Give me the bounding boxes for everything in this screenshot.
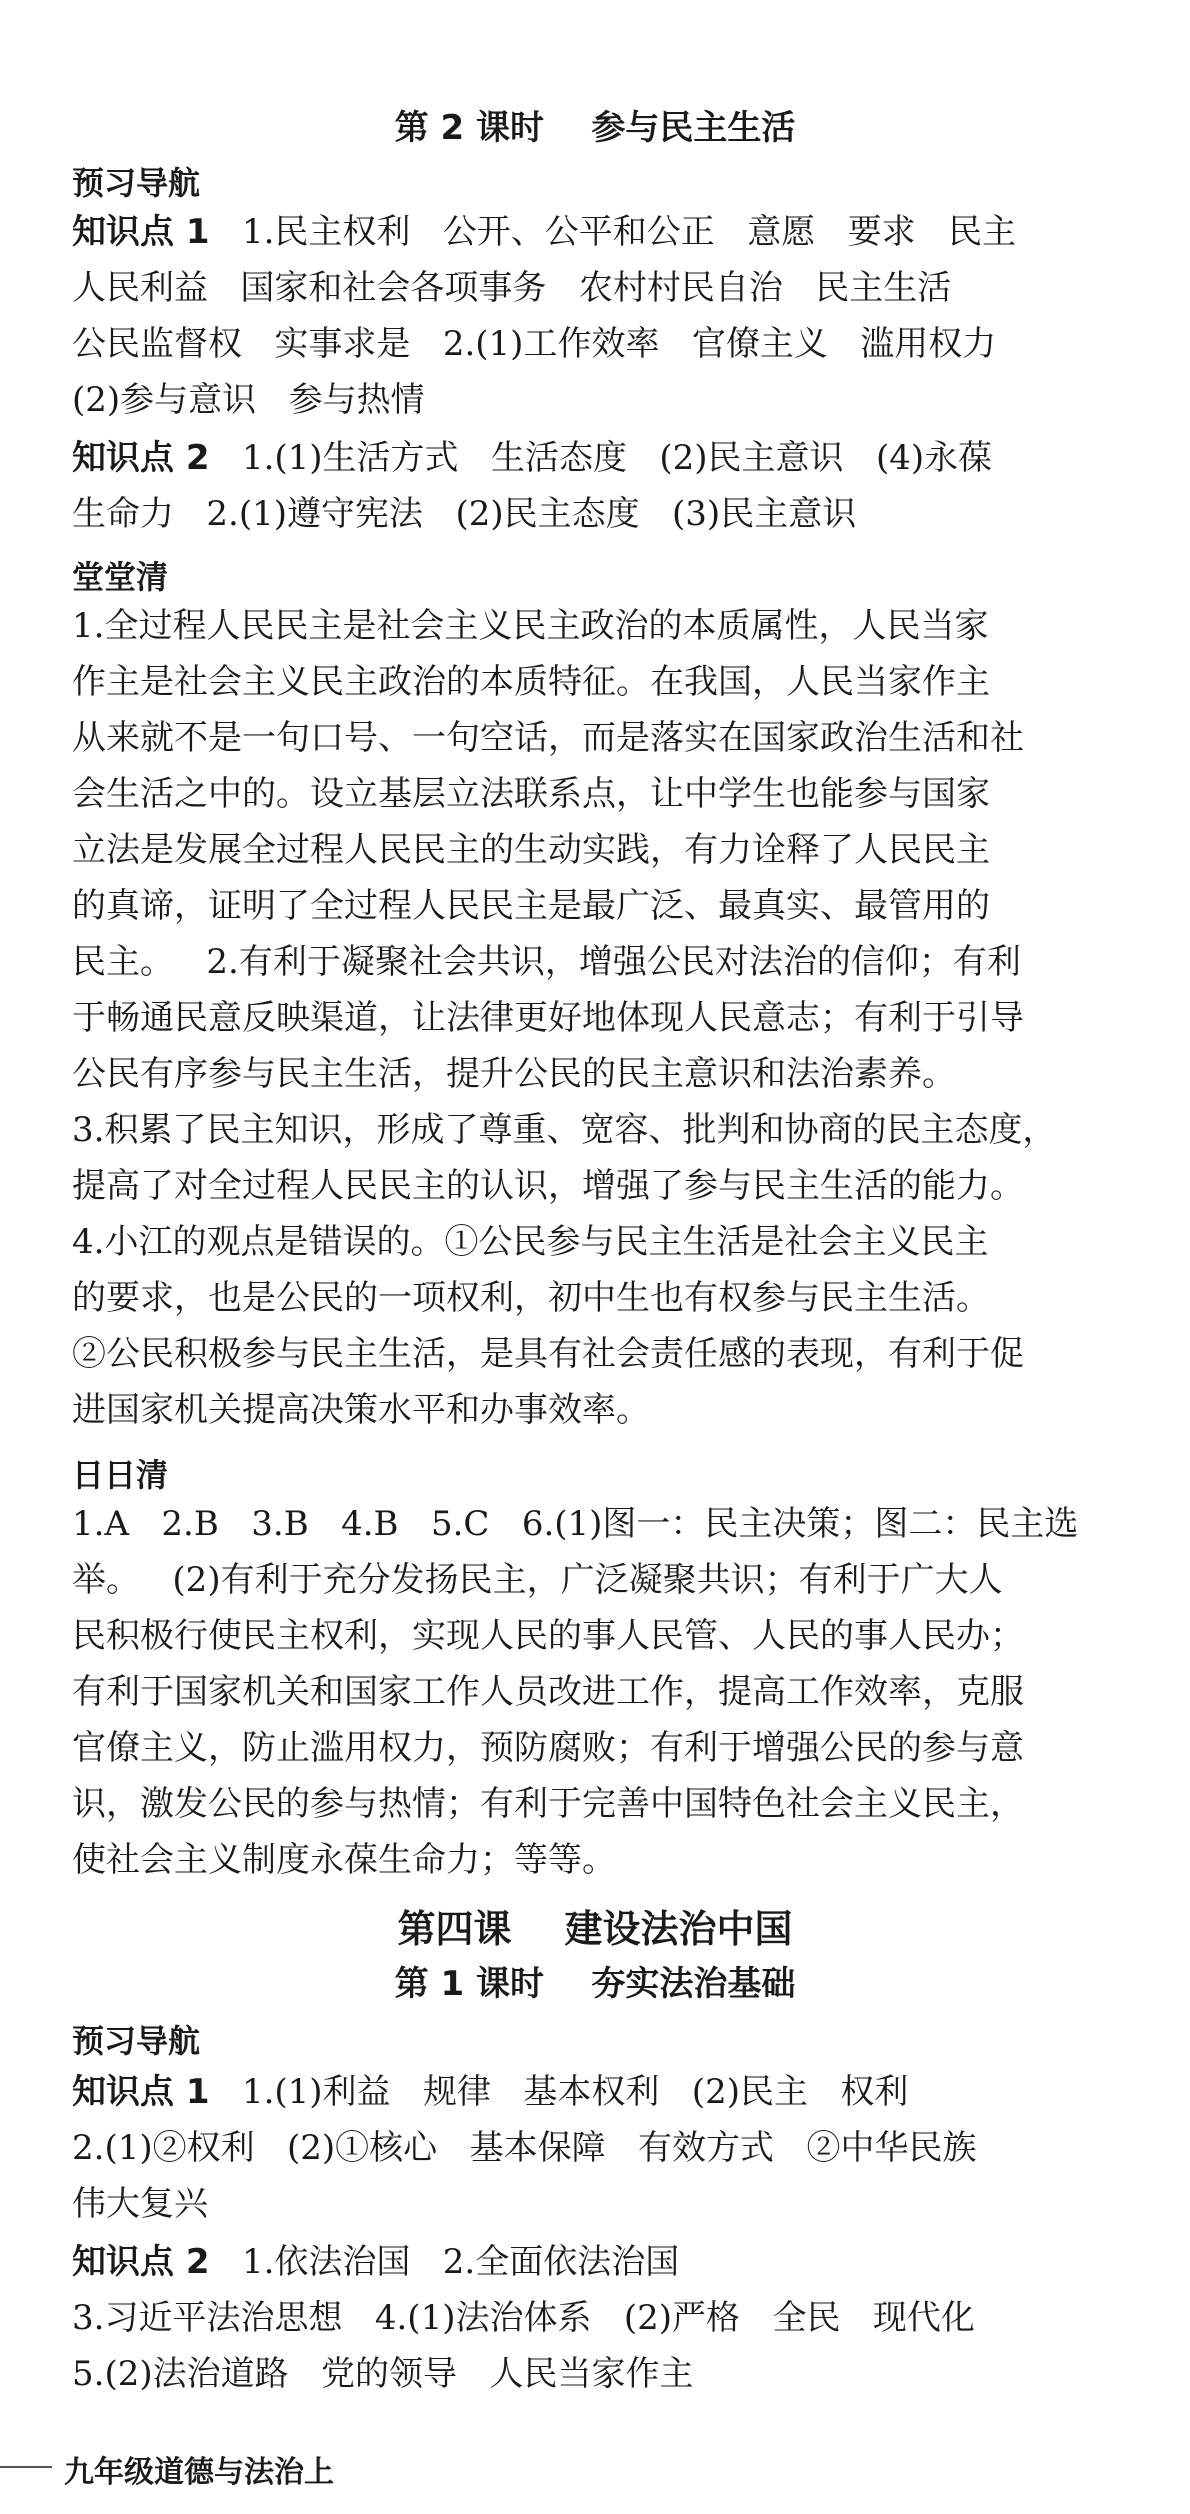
kp1-label: 知识点 1 xyxy=(72,212,210,252)
kp1-line-1: 知识点 1 1.(1)利益 规律 基本权利 (2)民主 权利 xyxy=(72,2072,909,2112)
daily-line: 1.A 2.B 3.B 4.B 5.C 6.(1)图一：民主决策；图二：民主选 xyxy=(72,1504,1079,1544)
heading-class: 堂堂清 xyxy=(72,558,169,596)
daily-line: 举。 (2)有利于充分发扬民主，广泛凝聚共识；有利于广大人 xyxy=(72,1560,1003,1600)
daily-line: 识，激发公民的参与热情；有利于完善中国特色社会主义民主， xyxy=(72,1784,1024,1824)
kp1-line-2: 人民利益 国家和社会各项事务 农村村民自治 民主生活 xyxy=(72,268,952,308)
kp1-line-3: 公民监督权 实事求是 2.(1)工作效率 官僚主义 滥用权力 xyxy=(72,324,997,364)
unit-title: 第四课 建设法治中国 xyxy=(397,1907,793,1951)
class-line: 的真谛，证明了全过程人民民主是最广泛、最真实、最管用的 xyxy=(72,886,990,926)
kp2-line-2: 3.习近平法治思想 4.(1)法治体系 (2)严格 全民 现代化 xyxy=(72,2298,975,2338)
kp2-label: 知识点 2 xyxy=(72,2242,210,2282)
class-line: 3.积累了民主知识，形成了尊重、宽容、批判和协商的民主态度， xyxy=(72,1110,1057,1150)
kp1-line-4: (2)参与意识 参与热情 xyxy=(72,380,425,420)
kp2-line-1: 知识点 2 1.依法治国 2.全面依法治国 xyxy=(72,2242,680,2282)
kp1-line-2: 2.(1)②权利 (2)①核心 基本保障 有效方式 ②中华民族 xyxy=(72,2128,977,2168)
kp2-line-3: 5.(2)法治道路 党的领导 人民当家作主 xyxy=(72,2354,694,2394)
daily-line: 有利于国家机关和国家工作人员改进工作，提高工作效率，克服 xyxy=(72,1672,1024,1712)
class-line: 4.小江的观点是错误的。①公民参与民主生活是社会主义民主 xyxy=(72,1222,989,1262)
class-line: 于畅通民意反映渠道，让法律更好地体现人民意志；有利于引导 xyxy=(72,998,1024,1038)
kp2-line-1: 知识点 2 1.(1)生活方式 生活态度 (2)民主意识 (4)永葆 xyxy=(72,438,993,478)
class-line: ②公民积极参与民主生活，是具有社会责任感的表现，有利于促 xyxy=(72,1334,1024,1374)
class-line: 公民有序参与民主生活，提升公民的民主意识和法治素养。 xyxy=(72,1054,956,1094)
class-line: 会生活之中的。设立基层立法联系点，让中学生也能参与国家 xyxy=(72,774,990,814)
class-line: 作主是社会主义民主政治的本质特征。在我国，人民当家作主 xyxy=(72,662,990,702)
class-line: 的要求，也是公民的一项权利，初中生也有权参与民主生活。 xyxy=(72,1278,990,1318)
class-line: 民主。 2.有利于凝聚社会共识，增强公民对法治的信仰；有利 xyxy=(72,942,1021,982)
class-line: 1.全过程人民民主是社会主义民主政治的本质属性，人民当家 xyxy=(72,606,989,646)
lesson-title: 第 1 课时 夯实法治基础 xyxy=(394,1964,796,2004)
daily-line: 官僚主义，防止滥用权力，预防腐败；有利于增强公民的参与意 xyxy=(72,1728,1024,1768)
heading-preview: 预习导航 xyxy=(72,2022,201,2060)
kp1-line-3: 伟大复兴 xyxy=(72,2184,208,2224)
heading-preview: 预习导航 xyxy=(72,164,201,202)
footer-rule xyxy=(0,2466,52,2468)
kp2-line-2: 生命力 2.(1)遵守宪法 (2)民主态度 (3)民主意识 xyxy=(72,494,857,534)
class-line: 进国家机关提高决策水平和办事效率。 xyxy=(72,1390,650,1430)
lesson-title: 第 2 课时 参与民主生活 xyxy=(394,108,796,148)
kp1-label: 知识点 1 xyxy=(72,2072,210,2112)
kp2-label: 知识点 2 xyxy=(72,438,210,478)
kp1-line-1: 知识点 1 1.民主权利 公开、公平和公正 意愿 要求 民主 xyxy=(72,212,1017,252)
class-line: 从来就不是一句口号、一句空话，而是落实在国家政治生活和社 xyxy=(72,718,1024,758)
heading-daily: 日日清 xyxy=(72,1456,169,1494)
class-line: 提高了对全过程人民民主的认识，增强了参与民主生活的能力。 xyxy=(72,1166,1024,1206)
daily-line: 民积极行使民主权利，实现人民的事人民管、人民的事人民办； xyxy=(72,1616,1024,1656)
footer-book-title: 九年级道德与法治上 xyxy=(64,2455,334,2490)
daily-line: 使社会主义制度永葆生命力；等等。 xyxy=(72,1840,616,1880)
class-line: 立法是发展全过程人民民主的生动实践，有力诠释了人民民主 xyxy=(72,830,990,870)
